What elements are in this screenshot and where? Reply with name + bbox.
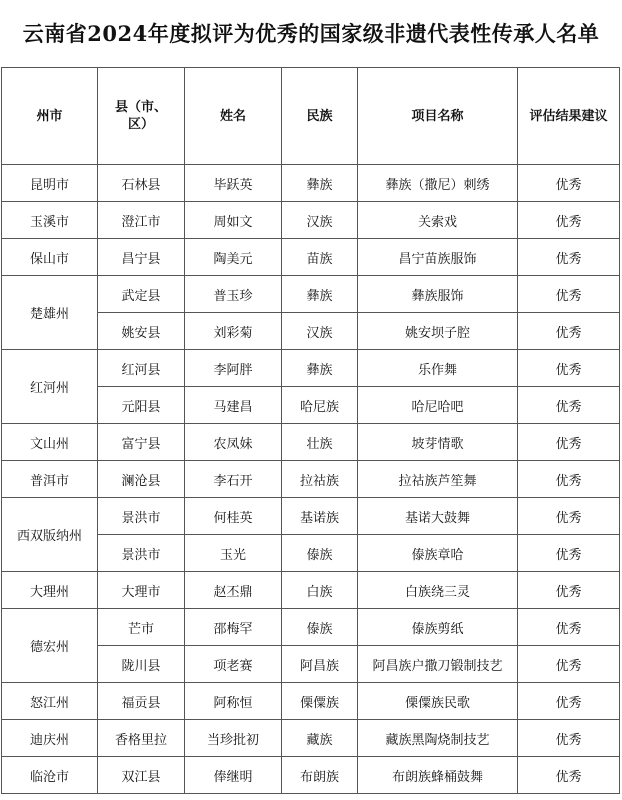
table-row	[2, 202, 620, 239]
result-cell: 优秀	[518, 276, 620, 313]
name-cell: 当珍批初	[185, 720, 282, 757]
project-cell: 乐作舞	[358, 350, 518, 387]
ethnicity-cell: 白族	[282, 572, 358, 609]
table-row	[2, 498, 620, 535]
result-cell: 优秀	[518, 239, 620, 276]
county-cell: 富宁县	[98, 424, 185, 461]
project-cell: 昌宁苗族服饰	[358, 239, 518, 276]
county-cell: 福贡县	[98, 683, 185, 720]
result-cell: 优秀	[518, 535, 620, 572]
project-cell: 藏族黑陶烧制技艺	[358, 720, 518, 757]
header-project	[358, 68, 518, 165]
county-cell: 陇川县	[98, 646, 185, 683]
project-cell: 哈尼哈吧	[358, 387, 518, 424]
project-cell: 傈僳族民歌	[358, 683, 518, 720]
table-row	[2, 276, 620, 313]
result-cell: 优秀	[518, 720, 620, 757]
table-row	[2, 683, 620, 720]
name-cell: 阿称恒	[185, 683, 282, 720]
ethnicity-cell: 汉族	[282, 313, 358, 350]
ethnicity-cell: 彝族	[282, 165, 358, 202]
result-cell: 优秀	[518, 350, 620, 387]
prefecture-cell: 迪庆州	[2, 720, 98, 757]
ethnicity-cell: 哈尼族	[282, 387, 358, 424]
prefecture-cell: 昆明市	[2, 165, 98, 202]
table-row	[2, 609, 620, 646]
name-cell: 刘彩菊	[185, 313, 282, 350]
table-row	[2, 461, 620, 498]
result-cell: 优秀	[518, 609, 620, 646]
name-cell: 周如文	[185, 202, 282, 239]
page-title: 云南省2024年度拟评为优秀的国家级非遗代表性传承人名单	[22, 21, 600, 46]
table-row	[2, 424, 620, 461]
table-row	[2, 572, 620, 609]
name-cell: 李阿胖	[185, 350, 282, 387]
ethnicity-cell: 彝族	[282, 350, 358, 387]
ethnicity-cell: 傣族	[282, 609, 358, 646]
project-cell: 关索戏	[358, 202, 518, 239]
prefecture-cell: 文山州	[2, 424, 98, 461]
prefecture-cell: 普洱市	[2, 461, 98, 498]
prefecture-cell: 玉溪市	[2, 202, 98, 239]
table-row	[2, 757, 620, 794]
county-cell: 石林县	[98, 165, 185, 202]
name-cell: 毕跃英	[185, 165, 282, 202]
project-cell: 傣族章哈	[358, 535, 518, 572]
ethnicity-cell: 苗族	[282, 239, 358, 276]
project-cell: 布朗族蜂桶鼓舞	[358, 757, 518, 794]
ethnicity-cell: 汉族	[282, 202, 358, 239]
result-cell: 优秀	[518, 683, 620, 720]
result-cell: 优秀	[518, 165, 620, 202]
ethnicity-cell: 傣族	[282, 535, 358, 572]
header-result-label: 评估结果建议	[529, 108, 608, 124]
table-body	[2, 165, 620, 794]
header-name	[185, 68, 282, 165]
header-prefecture	[2, 68, 98, 165]
ethnicity-cell: 阿昌族	[282, 646, 358, 683]
county-cell: 澜沧县	[98, 461, 185, 498]
header-prefecture-label: 州市	[36, 108, 63, 124]
prefecture-cell: 临沧市	[2, 757, 98, 794]
header-ethnicity	[282, 68, 358, 165]
header-ethnicity-label: 民族	[306, 108, 333, 124]
header-county	[98, 68, 185, 165]
ethnicity-cell: 壮族	[282, 424, 358, 461]
prefecture-cell: 德宏州	[2, 609, 98, 683]
project-cell: 彝族（撒尼）刺绣	[358, 165, 518, 202]
county-cell: 元阳县	[98, 387, 185, 424]
result-cell: 优秀	[518, 202, 620, 239]
name-cell: 邵梅罕	[185, 609, 282, 646]
result-cell: 优秀	[518, 646, 620, 683]
ethnicity-cell: 傈僳族	[282, 683, 358, 720]
result-cell: 优秀	[518, 498, 620, 535]
name-cell: 普玉珍	[185, 276, 282, 313]
county-cell: 大理市	[98, 572, 185, 609]
name-cell: 陶美元	[185, 239, 282, 276]
county-cell: 昌宁县	[98, 239, 185, 276]
header-project-label: 项目名称	[411, 108, 464, 124]
project-cell: 傣族剪纸	[358, 609, 518, 646]
table-row	[2, 165, 620, 202]
county-cell: 景洪市	[98, 498, 185, 535]
name-cell: 项老赛	[185, 646, 282, 683]
result-cell: 优秀	[518, 757, 620, 794]
project-cell: 姚安坝子腔	[358, 313, 518, 350]
prefecture-cell: 红河州	[2, 350, 98, 424]
name-cell: 马建昌	[185, 387, 282, 424]
project-cell: 基诺大鼓舞	[358, 498, 518, 535]
ethnicity-cell: 彝族	[282, 276, 358, 313]
table-row	[2, 720, 620, 757]
ethnicity-cell: 基诺族	[282, 498, 358, 535]
header-name-label: 姓名	[219, 108, 246, 124]
county-cell: 姚安县	[98, 313, 185, 350]
project-cell: 阿昌族户撒刀锻制技艺	[358, 646, 518, 683]
prefecture-cell: 怒江州	[2, 683, 98, 720]
name-cell: 农凤妹	[185, 424, 282, 461]
header-result	[518, 68, 620, 165]
ethnicity-cell: 拉祜族	[282, 461, 358, 498]
result-cell: 优秀	[518, 572, 620, 609]
name-cell: 赵丕鼎	[185, 572, 282, 609]
header-county-label: 县（市、区）	[114, 100, 167, 132]
county-cell: 双江县	[98, 757, 185, 794]
name-cell: 玉光	[185, 535, 282, 572]
inheritor-table	[1, 67, 620, 794]
name-cell: 俸继明	[185, 757, 282, 794]
project-cell: 坡芽情歌	[358, 424, 518, 461]
county-cell: 景洪市	[98, 535, 185, 572]
name-cell: 何桂英	[185, 498, 282, 535]
county-cell: 澄江市	[98, 202, 185, 239]
result-cell: 优秀	[518, 387, 620, 424]
prefecture-cell: 楚雄州	[2, 276, 98, 350]
project-cell: 彝族服饰	[358, 276, 518, 313]
ethnicity-cell: 藏族	[282, 720, 358, 757]
project-cell: 拉祜族芦笙舞	[358, 461, 518, 498]
project-cell: 白族绕三灵	[358, 572, 518, 609]
header-row	[2, 68, 620, 165]
table-row	[2, 239, 620, 276]
name-cell: 李石开	[185, 461, 282, 498]
result-cell: 优秀	[518, 461, 620, 498]
result-cell: 优秀	[518, 313, 620, 350]
county-cell: 红河县	[98, 350, 185, 387]
prefecture-cell: 大理州	[2, 572, 98, 609]
ethnicity-cell: 布朗族	[282, 757, 358, 794]
result-cell: 优秀	[518, 424, 620, 461]
prefecture-cell: 西双版纳州	[2, 498, 98, 572]
prefecture-cell: 保山市	[2, 239, 98, 276]
county-cell: 武定县	[98, 276, 185, 313]
table-row	[2, 350, 620, 387]
county-cell: 香格里拉	[98, 720, 185, 757]
county-cell: 芒市	[98, 609, 185, 646]
